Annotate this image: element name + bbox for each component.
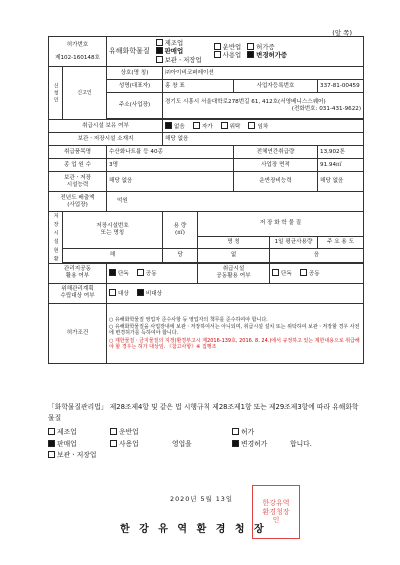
official-seal [252,485,300,539]
checkbox-icon[interactable] [48,451,55,458]
statement-cell [48,439,110,450]
prev-year-value: 억원 [107,192,364,212]
option-label: 제조업 [57,428,77,437]
business-types-right2 [247,43,287,60]
checkbox-icon[interactable] [300,269,307,276]
checkbox-icon[interactable] [214,43,221,50]
condition-1: ○ 유해화학물질 영업자 준수사항 등 영업자의 책무를 준수하여야 합니다. [109,316,268,323]
statement-block [48,402,363,461]
joint-options-option [272,271,292,277]
option-label: 판매업 [164,47,184,56]
applicant-group [49,67,63,120]
checkbox-icon[interactable] [247,51,254,58]
row-label-1: 해 [63,249,163,263]
hazard-options [163,120,364,133]
option-label: 보관ㆍ저장업 [57,451,97,460]
checkbox-icon[interactable] [137,269,144,276]
option-label: 판매업 [57,439,77,448]
option-label: 운반업 [222,43,242,52]
option-label: 사용업 [222,51,242,60]
option-label: 위탁 [229,123,241,130]
checkbox-icon[interactable] [247,43,254,50]
checkbox-icon[interactable] [221,122,228,129]
option-label: 허가 [241,428,255,437]
checkbox-icon[interactable] [137,289,144,296]
hazard-plan-options [107,283,364,303]
statement-option [232,440,267,448]
option-label: 변경허가 [241,439,268,448]
statement-cell [172,439,232,450]
checkbox-icon[interactable] [110,428,117,435]
permit-number: 제102-160148호 [55,54,100,61]
statement-cell [232,439,290,450]
statement-cell [290,439,350,450]
checkbox-icon[interactable] [48,440,55,447]
statement: 「화학물질관리법」 제28조제4항 및 같은 법 시행규칙 제28조제1항 또는 제29조제3항에 따라 유해화학물질 [48,403,359,422]
capacity-label: 용 량 (㎥) [163,212,198,249]
permit-number-cell [49,37,107,67]
seal-line-3: 인 [272,516,280,525]
transport-value: 해당 없음 [318,172,364,192]
checkbox-icon[interactable] [48,428,55,435]
mgmt-label: 관리지공동 활용 여부 [49,263,107,283]
hazard-options-option [248,124,268,130]
option-label: 보관ㆍ저장업 [164,55,202,64]
address-label: 주소(사업장) [107,93,163,119]
statement-option [232,428,254,436]
facility-group: 저 장 시 설 현 황 [49,212,63,264]
option-label: 임차 [257,123,269,130]
transport-label: 운반장비능력 [234,172,318,192]
address-cell [163,93,364,119]
hazard-plan-options-option [137,291,162,297]
permit-table [48,36,364,364]
checkbox-icon[interactable] [214,51,221,58]
permit-title-cell [107,37,364,67]
checkbox-icon[interactable] [109,269,116,276]
option-label: 허가증 [256,43,275,52]
statement-cell [110,439,172,450]
checkbox-icon[interactable] [272,269,279,276]
hazard-options-option [165,124,185,130]
annual-value: 13,902톤 [318,146,364,159]
business-types-middle-option [156,47,202,55]
option-label: 변경허가증 [256,51,288,60]
storage-cap-label: 보관ㆍ저장 시설능력 [49,172,107,192]
applicant-sub [63,67,107,120]
option-label: 단독 [118,270,129,277]
option-label: 단독 [281,270,292,277]
statement-option [48,440,77,448]
option-label: 제조업 [164,39,184,47]
statement-option [48,428,77,436]
applicant-sub-label: 신고인 [77,89,92,96]
facility-item-label: 저 장 화 학 물 질 [198,212,364,237]
option-label: 대상 [118,290,129,297]
prev-year-label: 전년도 배출액 (사업장) [49,192,107,212]
checkbox-icon[interactable] [156,47,163,54]
seal-line-1: 한강유역 [262,499,290,508]
statement-option [110,428,139,436]
rep-label: 성명(대표자) [107,80,163,93]
main-use-label: 주 요 용 도 [318,236,364,248]
business-types-right1-option [214,51,242,59]
mgmt-options-option [109,271,129,277]
joint-label: 취급시설 공동활용 여부 [198,263,270,283]
permit-number-label: 허가번호 [66,41,89,48]
name-label: 명 칭 [198,236,270,248]
items-label: 취급품목명 [49,146,107,159]
address: 경기도 시흥시 서울대학로278번길 61, 412호(서영베니스스퀘어) [165,98,326,105]
hazard-label: 취급시설 보유 여부 [49,120,163,133]
checkbox-icon[interactable] [110,440,117,447]
option-label: 사용업 [119,439,139,448]
facility-no-label: 저장시설번호 또는 명칭 [63,212,163,249]
area-value: 91.94㎡ [318,159,364,172]
storage-cap-value: 해당 없음 [107,172,234,192]
option-label: 공동 [145,270,157,277]
checkbox-icon[interactable] [232,440,239,447]
hazard-options-option [193,124,213,130]
seal-line-2: 환경청장 [262,507,290,516]
statement-cell [110,427,172,438]
option-label: 공동 [308,270,320,277]
annual-label: 전체연간취급량 [234,146,318,159]
front-label: (앞 쪽) [332,29,352,37]
rep-name: 홍 창 표 [163,80,234,93]
area-label: 사업장 면적 [234,159,318,172]
company-label: 상호(명 칭) [107,67,163,80]
bizno: 337-81-00459 [318,80,364,93]
statement-cell [172,427,232,438]
workers-label: 종 업 원 수 [49,159,107,172]
option-label: 비대상 [145,290,163,297]
statement-cell [48,427,110,438]
statement-mid: 영업을 [172,439,192,448]
row-label-3: 없 [198,249,270,263]
phone: (전화번호: 031-431-9622) [291,105,362,112]
option-label: 없음 [174,123,185,130]
mgmt-options [107,263,198,283]
hazard-options-option [221,124,241,130]
row-label-2: 당 [163,249,198,263]
condition-3: ○ 제한물질ㆍ금지물질의 지정(환경부고시 제2016-139호, 2016. 8. 24.)에서 규정하고 있는 제한내용으로 취급해야 할 경우는 허가 대상임. 《참고사항》※ 집행조 [109,337,360,350]
checkbox-icon[interactable] [156,39,163,46]
business-types-middle-option [156,56,202,64]
checkbox-icon[interactable] [232,428,239,435]
bizno-label: 사업자등록번호 [234,80,318,93]
business-types-right2-option [247,51,287,59]
option-label: 자가 [201,123,213,130]
statement-cell [232,427,290,438]
statement-options [48,427,363,461]
joint-options-option [300,271,320,277]
conditions-label: 허가조건 [49,303,107,363]
statement-option [110,440,139,448]
joint-options [270,263,364,283]
business-types-middle [156,39,202,64]
checkbox-icon[interactable] [248,122,255,129]
condition-2: ○ 유해화학물질을 사업장내에 보관ㆍ저장하여서는 아니되며, 취급시설 설치 또는 위탁하여 보관ㆍ저장할 경우 사전에 변경허가를 득하여야 합니다. [109,324,360,337]
checkbox-icon[interactable] [109,289,116,296]
permit-title: 유해화학물질 [109,47,150,56]
issue-date: 2020년 5월 13일 [170,495,234,503]
statement-cell [290,427,350,438]
items-value: 수산화나트륨 등 40종 [107,146,234,159]
mgmt-options-option [137,271,157,277]
hazard-plan-options-option [109,291,129,297]
daily-label: 1일 평균사용량 [270,236,318,248]
statement-end: 합니다. [290,439,312,448]
conditions-cell [107,303,364,363]
issuer: 한 강 유 역 환 경 청 장 [120,524,267,535]
checkbox-icon[interactable] [165,122,172,129]
hazard-plan-label: 위해관리계획 수립대상 여부 [49,283,107,303]
statement-option [48,451,96,459]
storage-location: 해당 없음 [163,133,364,146]
checkbox-icon[interactable] [193,122,200,129]
applicant-group-label: 신청인 [52,82,59,104]
statement-cell [48,450,110,461]
workers-value: 3명 [107,159,234,172]
checkbox-icon[interactable] [156,56,163,63]
storage-location-label: 보관ㆍ저장시설 소재지 [49,133,163,146]
company-name: ㈜아이비코퍼레이션 [163,67,364,80]
row-label-4: 음 [270,249,364,263]
option-label: 운반업 [119,428,139,437]
business-types-right1 [214,43,242,60]
